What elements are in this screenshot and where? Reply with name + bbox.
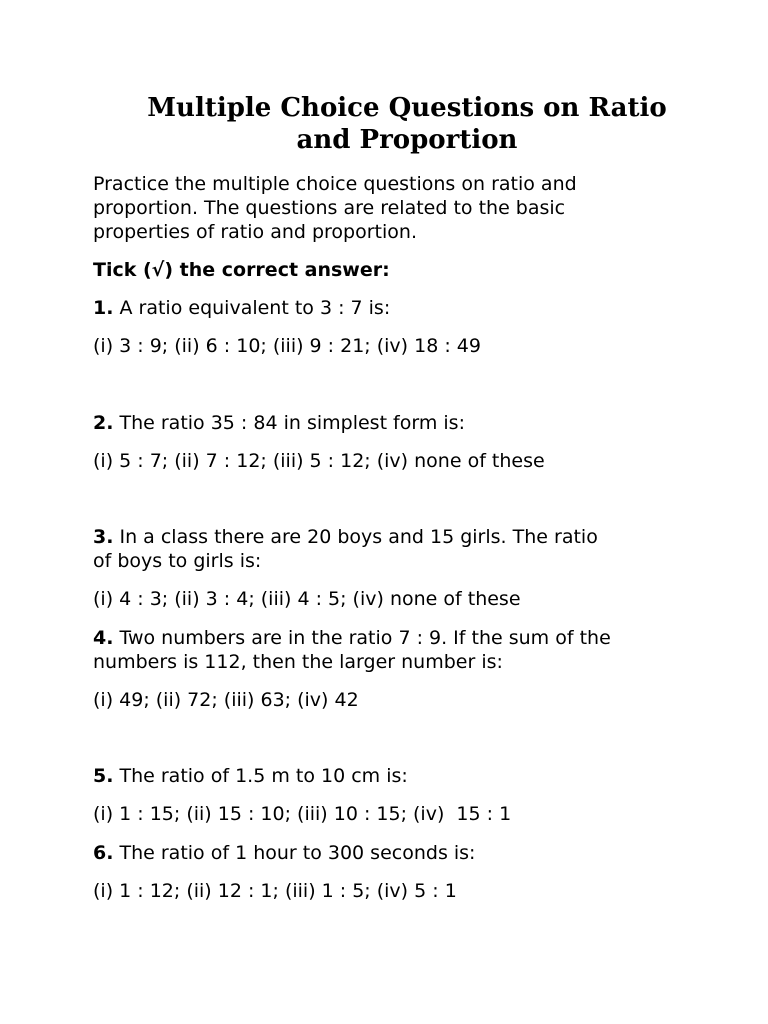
question-4-options: (i) 49; (ii) 72; (iii) 63; (iv) 42 xyxy=(93,689,359,711)
question-1-number: 1. xyxy=(93,297,114,319)
question-5-options: (i) 1 : 15; (ii) 15 : 10; (iii) 10 : 15; (iv) 15 : 1 xyxy=(93,803,512,825)
question-3-text: In a class there are 20 boys and 15 girls. The ratio xyxy=(113,526,598,548)
page-title-line-2: and Proportion xyxy=(296,125,518,155)
question-4 xyxy=(93,626,693,650)
question-3-text-line-2: of boys to girls is: xyxy=(93,550,262,572)
question-2 xyxy=(93,411,693,435)
question-6-text: The ratio of 1 hour to 300 seconds is: xyxy=(113,842,476,864)
question-2-number: 2. xyxy=(93,412,114,434)
question-4-text-line-2: numbers is 112, then the larger number is: xyxy=(93,651,503,673)
question-1-text: A ratio equivalent to 3 : 7 is: xyxy=(113,297,391,319)
question-3-options: (i) 4 : 3; (ii) 3 : 4; (iii) 4 : 5; (iv) none of these xyxy=(93,588,521,610)
question-2-options: (i) 5 : 7; (ii) 7 : 12; (iii) 5 : 12; (iv) none of these xyxy=(93,450,545,472)
question-2-text: The ratio 35 : 84 in simplest form is: xyxy=(113,412,465,434)
question-4-number: 4. xyxy=(93,627,114,649)
question-1-options: (i) 3 : 9; (ii) 6 : 10; (iii) 9 : 21; (iv) 18 : 49 xyxy=(93,335,481,357)
question-3 xyxy=(93,525,693,549)
question-4-text: Two numbers are in the ratio 7 : 9. If the sum of the xyxy=(113,627,611,649)
question-5-number: 5. xyxy=(93,765,114,787)
intro-line-2: proportion. The questions are related to the basic xyxy=(93,197,566,219)
question-5-text: The ratio of 1.5 m to 10 cm is: xyxy=(113,765,408,787)
question-1 xyxy=(93,296,693,320)
instruction: Tick (√) the correct answer: xyxy=(93,259,390,281)
question-5 xyxy=(93,764,693,788)
question-6-options: (i) 1 : 12; (ii) 12 : 1; (iii) 1 : 5; (iv) 5 : 1 xyxy=(93,880,457,902)
intro-line-1: Practice the multiple choice questions on ratio and xyxy=(93,173,577,195)
question-6 xyxy=(93,841,693,865)
question-6-number: 6. xyxy=(93,842,114,864)
page-title-line-1: Multiple Choice Questions on Ratio xyxy=(147,93,667,123)
intro-line-3: properties of ratio and proportion. xyxy=(93,221,417,243)
question-3-number: 3. xyxy=(93,526,114,548)
